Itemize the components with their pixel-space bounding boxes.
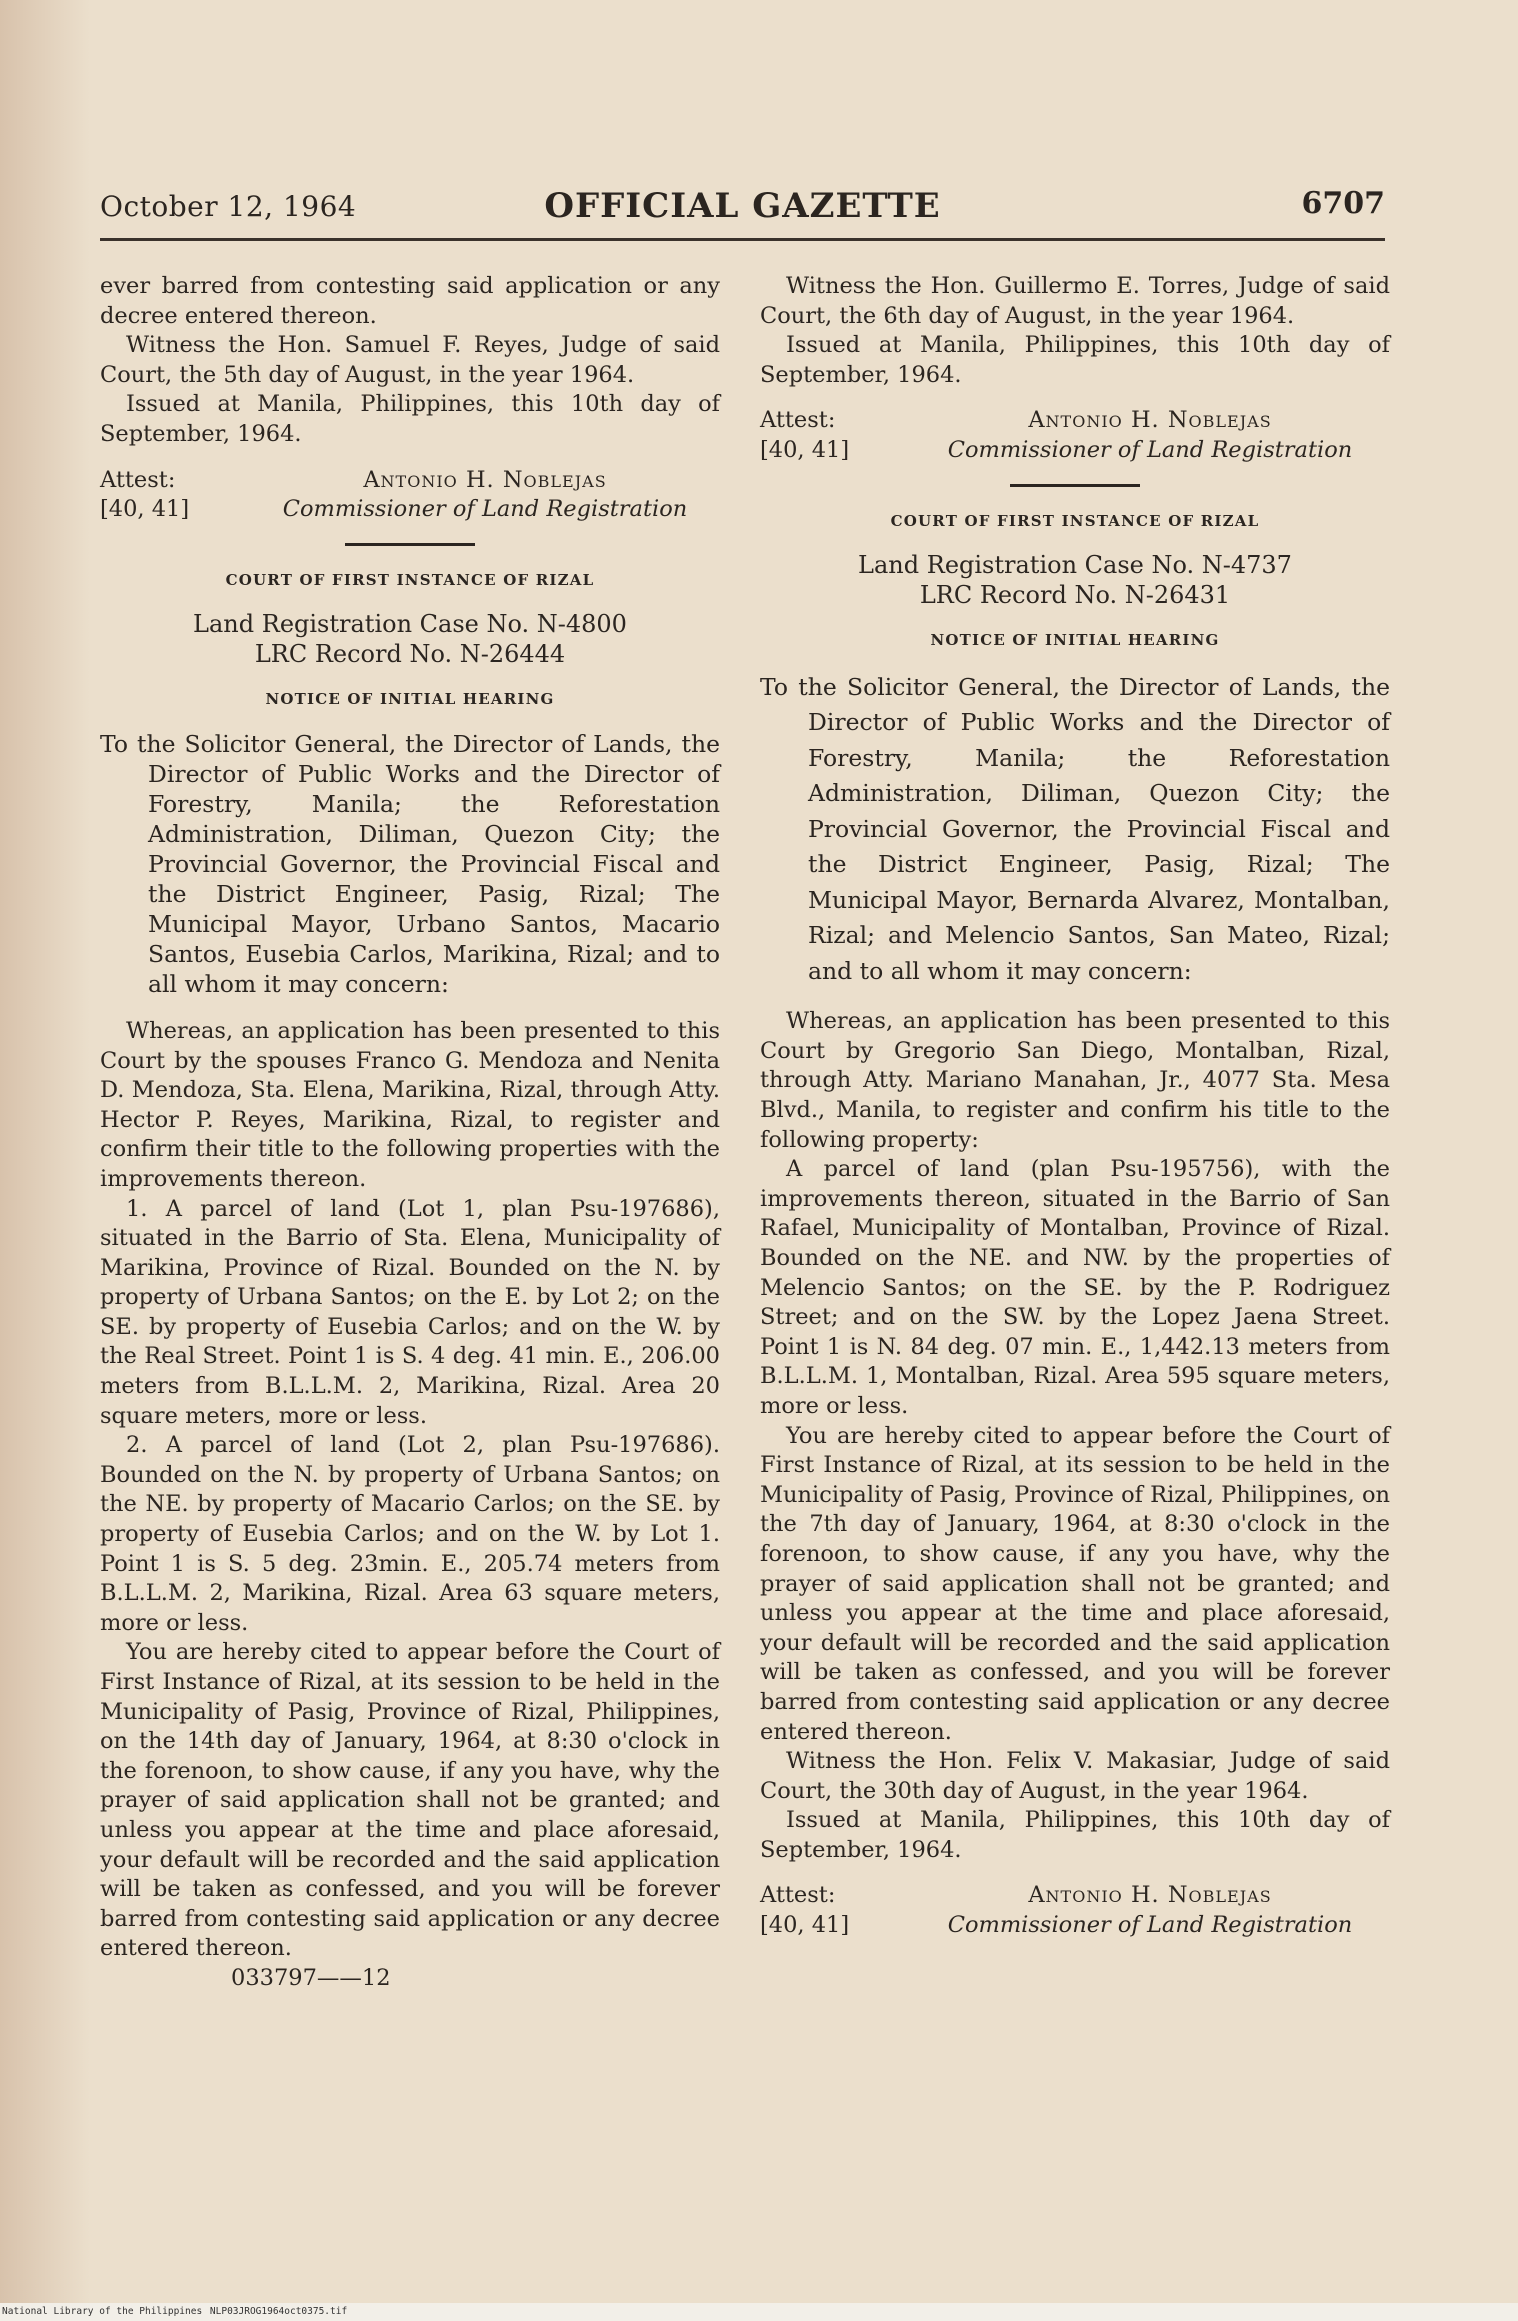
attest-ref: [40, 41] [760,436,850,463]
library-credit: National Library of the Philippines [2,2306,203,2317]
right-column [760,272,1390,1951]
parcel-2-paragraph: 2. A parcel of land (Lot 2, plan Psu-197686). Bounded on the N. by property of Urbana Santos; on the NE. by property of Macario Carlos; on the SE. by property of Eusebia Carlos; and on the W. by Lot 1. Point 1 is S. 5 deg. 23min. E., 205.74 meters from B.L.L.M. 2, Marikina, Rizal. Area 63 square meters, more or less. [100,1432,720,1636]
attest-name: Antonio H. Noblejas [1028,407,1272,434]
file-name: NLP03JROG1964oct0375.tif [209,2306,348,2317]
attest-label: Attest: [760,407,836,434]
print-number: 033797——12 [231,1964,391,1991]
citation-paragraph: You are hereby cited to appear before the Court of First Instance of Rizal, at its session to be held in the Municipality of Pasig, Province of Rizal, Philippines, on the 14th day of January, 1964, at 8:30 o'clock in the forenoon, to show cause, if any you have, why the prayer of said application shall not be granted; and unless you appear at the time and place aforesaid, your default will be recorded and the said application will be taken as confessed, and you will be forever barred from contesting said application or any decree entered thereon. [100,1639,720,1962]
attest-name: Antonio H. Noblejas [1028,1882,1272,1909]
header-page-number: 6707 [1301,186,1385,221]
whereas-paragraph: Whereas, an application has been presented to this Court by the spouses Franco G. Mendoza and Nenita D. Mendoza, Sta. Elena, Marikina, Rizal, through Atty. Hector P. Reyes, Marikina, Rizal, to register and confirm their title to the following properties with the improvements thereon. [100,1017,720,1192]
header-date: October 12, 1964 [100,190,357,223]
court-heading: COURT OF FIRST INSTANCE OF RIZAL [225,570,595,589]
attest-ref: [40, 41] [100,496,190,523]
attest-role: Commissioner of Land Registration [947,436,1353,463]
attest-label: Attest: [100,466,176,493]
witness-paragraph: Witness the Hon. Guillermo E. Torres, Judge of said Court, the 6th day of August, in the year 1964. [760,273,1390,329]
attest-block-2 [760,1881,1390,1940]
left-column [100,272,720,1994]
case-heading [100,609,720,669]
section-divider [1010,484,1140,487]
attest-role: Commissioner of Land Registration [282,496,688,523]
citation-paragraph: You are hereby cited to appear before the Court of First Instance of Rizal, at its session to be held in the Municipality of Pasig, Province of Rizal, Philippines, on the 7th day of January, 1964, at 8:30 o'clock in the forenoon, to show cause, if any you have, why the prayer of said application shall not be granted; and unless you appear at the time and place aforesaid, your default will be recorded and the said application will be taken as confessed, and you will be forever barred from contesting said application or any decree entered thereon. [760,1422,1390,1745]
section-divider [345,543,475,546]
case-number: Land Registration Case No. N-4737 [858,551,1292,580]
issued-paragraph: Issued at Manila, Philippines, this 10th day of September, 1964. [760,332,1390,388]
attest-block [100,466,720,525]
attest-block [760,406,1390,465]
witness-paragraph-2: Witness the Hon. Felix V. Makasiar, Judge of said Court, the 30th day of August, in the year 1964. [760,1748,1390,1804]
issued-paragraph: Issued at Manila, Philippines, this 10th day of September, 1964. [100,391,720,447]
notice-heading: NOTICE OF INITIAL HEARING [265,690,555,709]
header-title: OFFICIAL GAZETTE [544,186,941,226]
continued-paragraph: ever barred from contesting said application or any decree entered thereon. [100,273,720,329]
address-paragraph: To the Solicitor General, the Director of Lands, the Director of Public Works and the Director of Forestry, Manila; the Reforestation Administration, Diliman, Quezon City; the Provincial Governor, the Provincial Fiscal and the District Engineer, Pasig, Rizal; The Municipal Mayor, Urbano Santos, Macario Santos, Eusebia Carlos, Marikina, Rizal; and to all whom it may concern: [100,729,720,998]
witness-paragraph: Witness the Hon. Samuel F. Reyes, Judge of said Court, the 5th day of August, in the year 1964. [100,332,720,388]
whereas-paragraph: Whereas, an application has been presented to this Court by Gregorio San Diego, Montalban, Rizal, through Atty. Mariano Manahan, Jr., 4077 Sta. Mesa Blvd., Manila, to register and confirm his title to the following property: [760,1008,1390,1153]
address-paragraph: To the Solicitor General, the Director of Lands, the Director of Public Works and the Director of Forestry, Manila; the Reforestation Administration, Diliman, Quezon City; the Provincial Governor, the Provincial Fiscal and the District Engineer, Pasig, Rizal; The Municipal Mayor, Bernarda Alvarez, Montalban, Rizal; and Melencio Santos, San Mateo, Rizal; and to all whom it may concern: [760,672,1390,985]
case-heading [760,550,1390,610]
issued-paragraph-2: Issued at Manila, Philippines, this 10th day of September, 1964. [760,1807,1390,1863]
attest-label: Attest: [760,1882,836,1909]
lrc-number: LRC Record No. N-26444 [254,640,566,669]
attest-name: Antonio H. Noblejas [363,466,607,493]
court-heading: COURT OF FIRST INSTANCE OF RIZAL [890,511,1260,530]
attest-role: Commissioner of Land Registration [947,1912,1353,1939]
case-number: Land Registration Case No. N-4800 [193,610,627,639]
page-header [100,186,1385,234]
notice-heading: NOTICE OF INITIAL HEARING [930,631,1220,650]
parcel-1-paragraph: 1. A parcel of land (Lot 1, plan Psu-197686), situated in the Barrio of Sta. Elena, Municipality of Marikina, Province of Rizal. Bounded on the N. by property of Urbana Santos; on the E. by Lot 2; on the SE. by property of Eusebia Carlos; and on the W. by the Real Street. Point 1 is S. 4 deg. 41 min. E., 206.00 meters from B.L.L.M. 2, Marikina, Rizal. Area 20 square meters, more or less. [100,1195,720,1429]
header-rule [100,238,1385,241]
lrc-number: LRC Record No. N-26431 [919,581,1231,610]
parcel-paragraph: A parcel of land (plan Psu-195756), with the improvements thereon, situated in the Barrio of San Rafael, Municipality of Montalban, Province of Rizal. Bounded on the NE. and NW. by the properties of Melencio Santos; on the SE. by the P. Rodriguez Street; and on the SW. by the Lopez Jaena Street. Point 1 is N. 84 deg. 07 min. E., 1,442.13 meters from B.L.L.M. 1, Montalban, Rizal. Area 595 square meters, more or less. [760,1156,1390,1419]
scan-credit-bar [0,2303,1518,2321]
attest-ref: [40, 41] [760,1912,850,1939]
